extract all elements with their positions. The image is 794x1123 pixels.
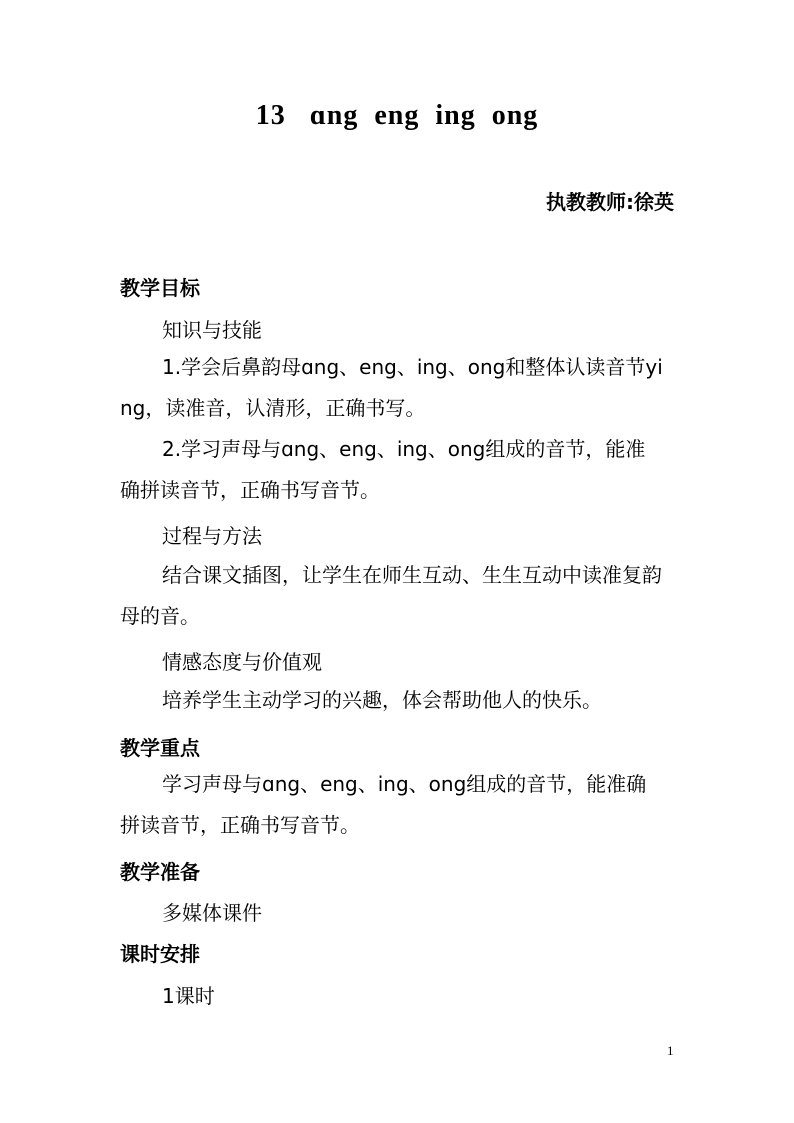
key-points-text: 学习声母与ɑng、eng、ing、ong组成的音节，能准确拼读音节，正确书写音节。 [120,772,647,837]
schedule-text: 1课时 [162,984,215,1008]
objectives-heading: 教学目标 [120,276,200,300]
emotion-values-label: 情感态度与价值观 [162,650,322,674]
page-number: 1 [667,1043,674,1058]
teacher-name: 执教教师:徐英 [546,190,674,214]
lesson-title: 13 ɑng eng ing ong [255,100,539,131]
preparation-text: 多媒体课件 [162,901,262,925]
process-method-text: 结合课文插图，让学生在师生互动、生生互动中读准复韵母的音。 [120,563,662,628]
schedule-heading: 课时安排 [120,942,200,966]
objective-item-1: 1.学会后鼻韵母ɑng、eng、ing、ong和整体认读音节ying，读准音，认清形，正确书写。 [120,355,663,420]
emotion-values-text: 培养学生主动学习的兴趣，体会帮助他人的快乐。 [162,688,602,712]
key-points-heading: 教学重点 [120,736,200,760]
objective-item-2: 2.学习声母与ɑng、eng、ing、ong组成的音节，能准确拼读音节，正确书写音节。 [120,437,646,502]
preparation-heading: 教学准备 [120,860,200,884]
process-method-label: 过程与方法 [162,524,262,548]
knowledge-skills-label: 知识与技能 [162,318,262,342]
